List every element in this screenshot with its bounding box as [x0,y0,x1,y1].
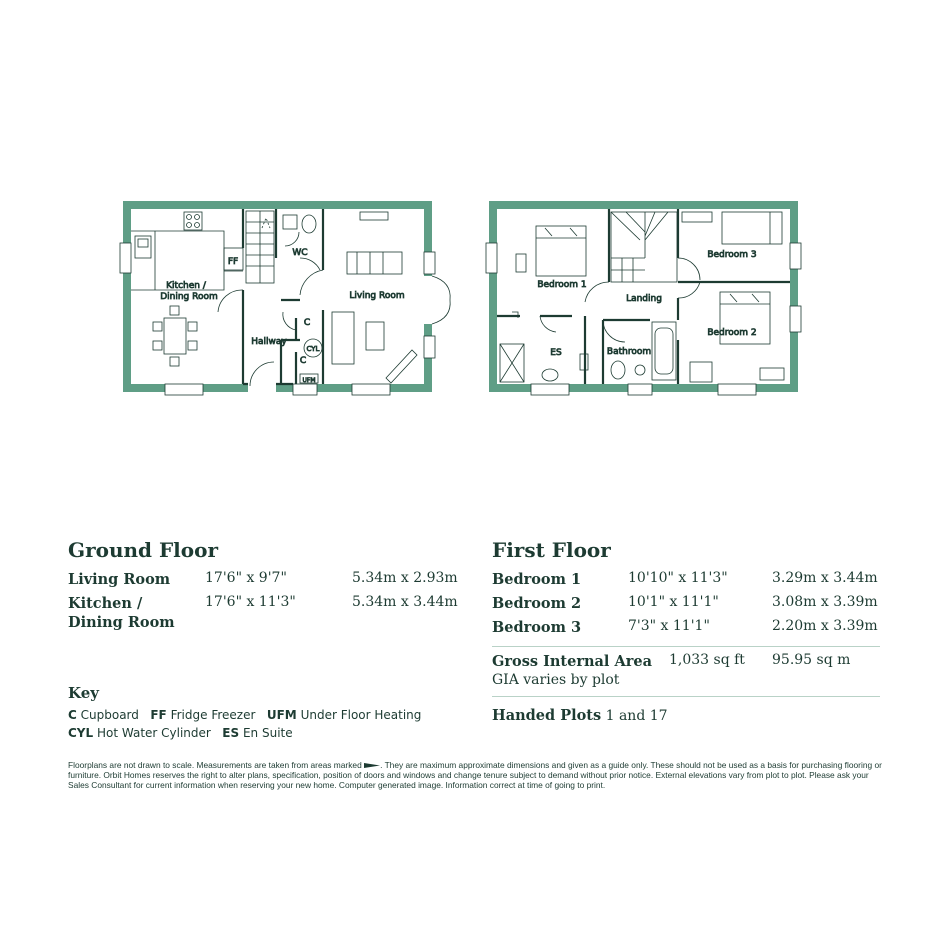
ground-window-right-upper [424,252,435,274]
room-metric-kitchen: 5.34m x 3.44m [352,594,458,610]
cupboard-upper-swing [283,312,296,330]
key-code-c: C [68,708,77,722]
label-hallway: Hallway [251,337,287,347]
key-line-1 [68,708,421,722]
bedroom1-door-swing [585,282,609,302]
bedroom1-bed [536,226,586,276]
first-window-left [486,243,497,273]
gia-sqm: 95.95 sq m [772,652,851,668]
label-bedroom3: Bedroom 3 [707,250,757,260]
key-desc-ufm: Under Floor Heating [300,708,422,722]
living-door-swing [300,270,323,295]
gia-label: Gross Internal Area [492,653,652,670]
tv-bench-icon [386,350,417,383]
first-window-right-lower [790,306,801,332]
label-ff: FF [227,257,239,267]
label-cupboard-upper: C [303,318,311,328]
label-kitchen-line2: Dining Room [160,292,218,302]
first-window-right-upper [790,243,801,269]
room-metric-living: 5.34m x 2.93m [352,570,458,586]
ground-window-right-lower [424,336,435,358]
armchair-icon [332,312,354,364]
ground-window-wc [293,384,317,395]
sofa-icon [347,252,402,274]
label-wc: WC [292,248,308,258]
bathroom-basin-icon [635,365,645,375]
ground-stairs [246,211,274,283]
label-living-room: Living Room [349,291,405,301]
dining-table [164,318,186,354]
room-imperial-bedroom3: 7'3" x 11'1" [628,618,710,634]
label-landing: Landing [626,294,662,304]
front-door-swing [250,362,274,386]
wc-basin-icon [283,215,297,229]
first-window-bottom-right [718,384,756,395]
ground-floor-title: Ground Floor [68,538,218,562]
first-stairs [611,212,677,282]
first-window-bottom-left [531,384,569,395]
ground-window-bottom-left [165,384,203,395]
key-desc-ff: Fridge Freezer [170,708,256,722]
separator-top [492,646,880,647]
handed-plots-label: Handed Plots [492,707,602,724]
bedroom3-wardrobe [682,212,712,222]
hob-icon [184,212,202,230]
ground-window-left [120,243,131,273]
gia-sqft: 1,033 sq ft [669,652,745,668]
room-name-bedroom3: Bedroom 3 [492,619,582,636]
tv-unit-icon [360,212,388,220]
floor-plans [0,0,945,420]
room-imperial-kitchen: 17'6" x 11'3" [205,594,296,610]
room-imperial-bedroom2: 10'1" x 11'1" [628,594,719,610]
french-door-swing [432,276,450,324]
bedroom3-door-swing [678,258,700,280]
label-bedroom1: Bedroom 1 [537,280,587,290]
internal-walls-ground [243,209,323,384]
bedroom2-desk [690,362,712,382]
room-metric-bedroom1: 3.29m x 3.44m [772,570,878,586]
key-title: Key [68,684,99,702]
gia-note: GIA varies by plot [492,672,620,688]
bedroom2-door-swing [678,282,700,298]
key-code-es: ES [222,726,240,740]
room-name-kitchen-line2: Dining Room [68,614,175,631]
key-code-ufm: UFM [266,708,297,722]
wc-toilet-icon [302,215,316,233]
bathroom-door-swing [603,320,625,342]
first-window-bathroom [628,384,652,395]
first-floor-plan [486,201,801,395]
measurement-marker-icon [364,762,380,769]
label-es: ES [550,348,562,358]
front-door-opening [248,384,276,392]
room-imperial-living: 17'6" x 9'7" [205,570,287,586]
es-basin-icon [542,369,558,381]
handed-plots [492,706,668,726]
label-kitchen-line1: Kitchen / [166,281,206,291]
room-name-bedroom2: Bedroom 2 [492,595,582,612]
separator-bottom [492,696,880,697]
handed-plots-value: 1 and 17 [605,708,668,724]
room-name-living: Living Room [68,571,171,588]
disclaimer [68,760,883,790]
label-ufm: UFM [302,377,316,384]
disclaimer-text-rest: . They are maximum approximate dimensions and given as a guide only. These should not be used as a basis for purchasing flooring or furniture. Orbit Homes reserves the right to alter plans, specification, position of doors and windows and change tenure subject to demand without prior notice. External elevations vary from plot to plot. Please ask your Sales Consultant for current information when reserving your new home. Computer generated image. Information correct at time of going to print. [68,760,882,790]
room-name-kitchen-line1: Kitchen / [68,595,143,612]
ground-window-bottom-right [352,384,390,395]
key-desc-es: En Suite [242,726,293,740]
wc-door-swing [300,258,320,270]
label-bedroom2: Bedroom 2 [707,328,757,338]
room-metric-bedroom3: 2.20m x 3.39m [772,618,878,634]
key-code-cyl: CYL [68,726,94,740]
ground-floor-plan [120,201,450,395]
bedroom3-bed [722,212,782,244]
key-code-ff: FF [150,708,167,722]
kitchen-door-swing [218,290,243,312]
french-door-opening [424,276,432,324]
room-name-bedroom1: Bedroom 1 [492,571,582,588]
label-bathroom: Bathroom [606,347,652,357]
key-line-2 [68,726,293,740]
label-cupboard-lower: C [299,356,307,366]
label-cyl: CYL [306,345,320,353]
coffee-table-icon [366,322,384,350]
key-desc-c: Cupboard [80,708,139,722]
key-desc-cyl: Hot Water Cylinder [96,726,211,740]
es-door-swing [540,316,556,332]
disclaimer-text-start: Floorplans are not drawn to scale. Measurements are taken from areas marked [68,760,362,770]
first-floor-title: First Floor [492,538,611,562]
room-metric-bedroom2: 3.08m x 3.39m [772,594,878,610]
bedroom1-side-table [516,254,526,272]
bathroom-toilet-icon [611,361,625,379]
room-imperial-bedroom1: 10'10" x 11'3" [628,570,728,586]
